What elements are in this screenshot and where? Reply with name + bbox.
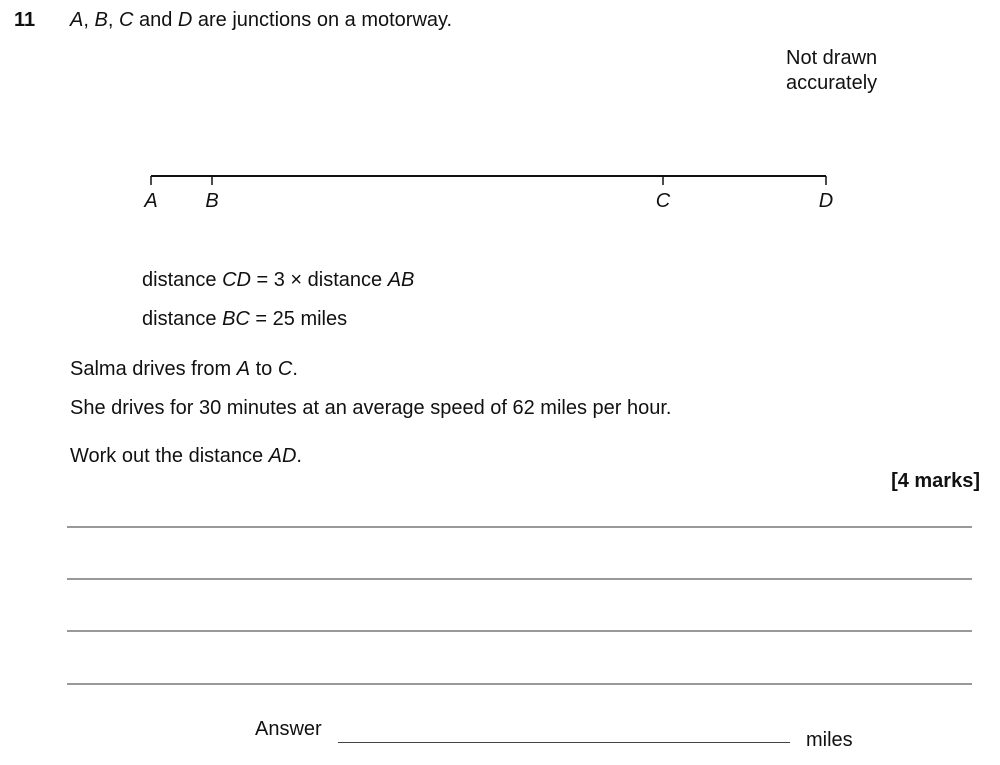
s3-var: AD <box>268 445 297 467</box>
fact-cd-pre: distance <box>142 269 223 291</box>
fact-bc-equation <box>142 308 347 331</box>
marks-label: [4 marks] <box>891 470 980 492</box>
intro-rest: are junctions on a motorway. <box>192 9 453 31</box>
working-line-1[interactable] <box>67 526 972 528</box>
label-c: C <box>655 190 671 212</box>
junction-letter-d: D <box>177 9 193 31</box>
label-a: A <box>144 190 158 212</box>
s3-post: . <box>296 445 302 467</box>
fact-cd-var: CD <box>222 269 251 291</box>
working-line-4[interactable] <box>67 683 972 685</box>
question-number: 11 <box>14 9 36 31</box>
note-line-1: Not drawn <box>786 47 878 69</box>
junction-letter-b: B <box>94 9 108 31</box>
fact-bc-pre: distance <box>142 308 223 330</box>
statement-task <box>70 445 302 468</box>
label-b: B <box>205 190 219 212</box>
junction-letter-c: C <box>118 9 134 31</box>
fact-cd-mid: = 3 × distance <box>250 269 388 291</box>
label-d: D <box>818 190 834 212</box>
junction-c <box>656 176 671 212</box>
junction-letter-a: A <box>70 9 84 31</box>
note-line-2: accurately <box>786 72 878 94</box>
junction-b <box>205 176 218 212</box>
junction-a <box>143 176 157 212</box>
answer-units: miles <box>806 729 853 751</box>
answer-line[interactable] <box>338 742 790 743</box>
statement-drive-speed: She drives for 30 minutes at an average speed of 62 miles per hour. <box>70 397 672 419</box>
junction-d <box>819 176 833 212</box>
s1-a: A <box>236 358 251 380</box>
answer-label: Answer <box>255 718 322 740</box>
s1-c: C <box>277 358 293 380</box>
fact-bc-post: = 25 miles <box>249 308 348 330</box>
fact-cd-var2: AB <box>387 269 415 291</box>
intro-sep-2: , <box>107 9 119 31</box>
intro-sep-1: , <box>83 9 95 31</box>
intro-sep-3: and <box>133 9 178 31</box>
s1-post: . <box>292 358 298 380</box>
s3-pre: Work out the distance <box>70 445 269 467</box>
statement-drive-route <box>70 358 298 381</box>
fact-cd-equation <box>142 269 414 292</box>
fact-bc-var: BC <box>222 308 250 330</box>
s1-mid: to <box>250 358 278 380</box>
s1-pre: Salma drives from <box>70 358 237 380</box>
motorway-diagram <box>0 0 1000 230</box>
working-line-2[interactable] <box>67 578 972 580</box>
working-line-3[interactable] <box>67 630 972 632</box>
